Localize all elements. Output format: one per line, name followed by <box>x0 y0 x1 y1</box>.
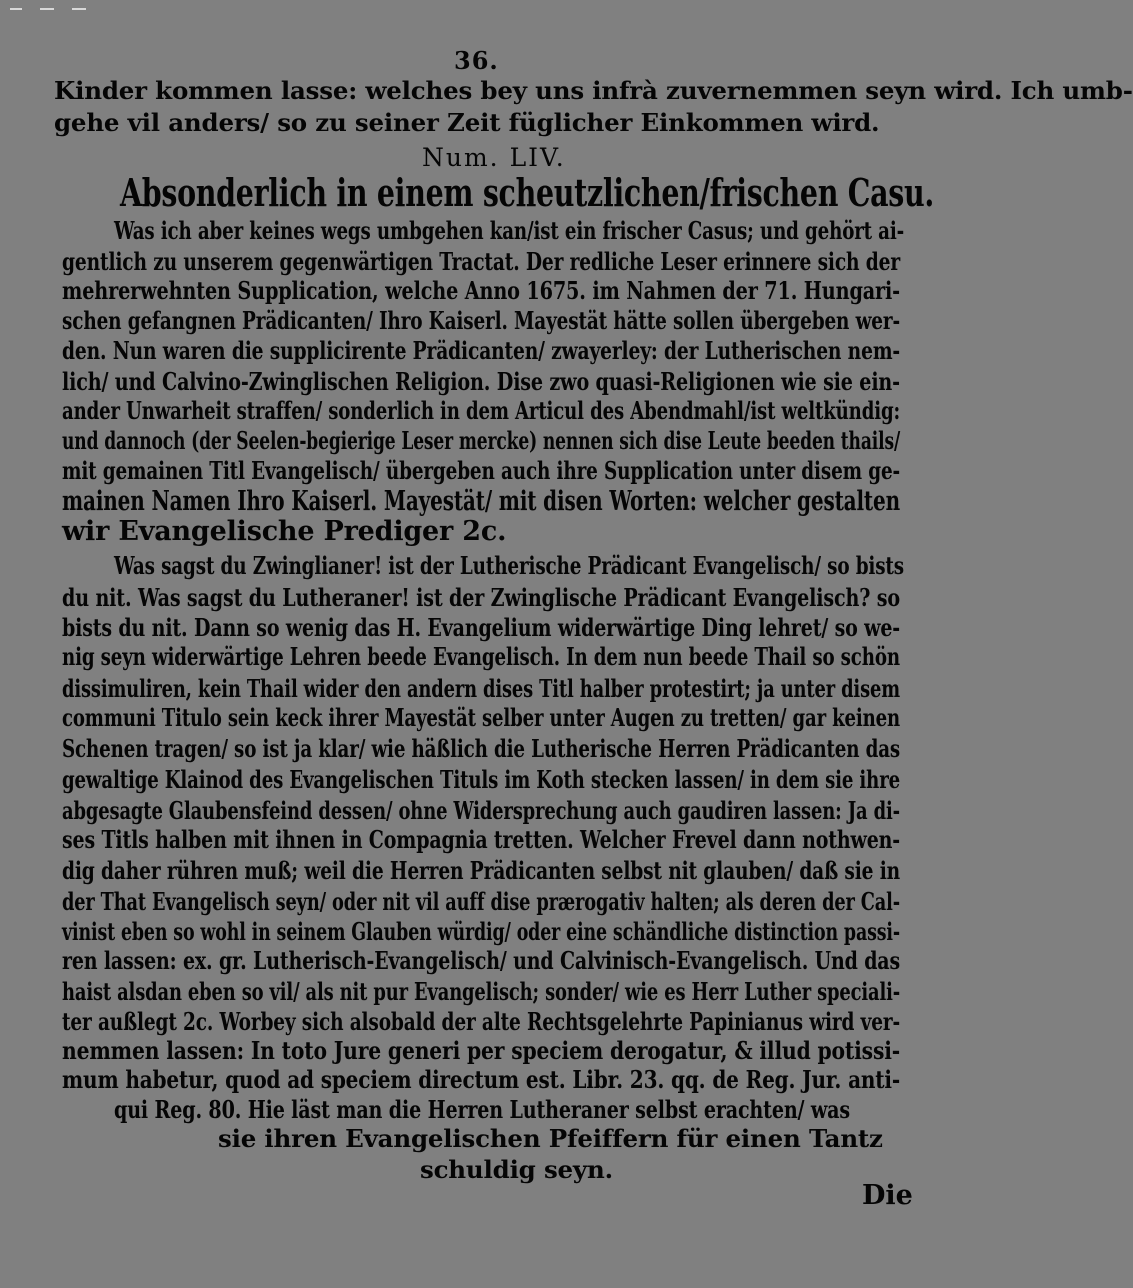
body-line: mainen Namen Ihro Kaiserl. Mayestät/ mit disen Worten: welcher gestalten <box>62 486 900 517</box>
body-line: ses Titls halben mit ihnen in Compagnia tretten. Welcher Frevel dann nothwen- <box>62 825 901 854</box>
scan-edge-mark <box>40 8 54 10</box>
body-line: qui Reg. 80. Hie läst man die Herren Lutheraner selbst erachten/ was <box>114 1095 850 1124</box>
body-line: mum habetur, quod ad speciem directum est. Libr. 23. qq. de Reg. Jur. anti- <box>62 1065 901 1094</box>
section-number: Num. LIV. <box>422 143 566 172</box>
top-line-1: Kinder kommen lasse: welches bey uns infrà zuvernemmen seyn wird. Ich umb- <box>54 76 1133 105</box>
body-line: dissimuliren, kein Thail wider den andern dises Titl halber protestirt; ja unter disem <box>62 674 900 703</box>
body-line: gentlich zu unserem gegenwärtigen Tractat. Der redliche Leser erinnere sich der <box>62 247 901 276</box>
body-line: ter außlegt 2c. Worbey sich alsobald der alte Rechtsgelehrte Papinianus wird ver- <box>62 1007 901 1036</box>
body-line: sie ihren Evangelischen Pfeiffern für einen Tantz <box>218 1124 883 1153</box>
body-line: ren lassen: ex. gr. Lutherisch-Evangelisch/ und Calvinisch-Evangelisch. Und das <box>62 946 900 975</box>
body-line: Schenen tragen/ so ist ja klar/ wie häßlich die Lutherische Herren Prädicanten das <box>62 734 901 763</box>
body-line: Was ich aber keines wegs umbgehen kan/ist ein frischer Casus; und gehört ai- <box>114 216 905 245</box>
body-line: ander Unwarheit straffen/ sonderlich in dem Articul des Abendmahl/ist weltkündig: <box>62 396 901 425</box>
body-line: den. Nun waren die supplicirente Prädicanten/ zwayerley: der Lutherischen nem- <box>62 336 901 365</box>
body-line: mit gemainen Titl Evangelisch/ übergeben auch ihre Supplication unter disem ge- <box>62 456 900 485</box>
body-line: nig seyn widerwärtige Lehren beede Evangelisch. In dem nun beede Thail so schön <box>62 642 900 671</box>
body-line: dig daher rühren muß; weil die Herren Prädicanten selbst nit glauben/ daß sie in <box>62 856 901 885</box>
body-line: gewaltige Klainod des Evangelischen Tituls im Koth stecken lassen/ in dem sie ihre <box>62 765 900 794</box>
body-line: communi Titulo sein keck ihrer Mayestät selber unter Augen zu tretten/ gar keinen <box>62 703 901 732</box>
section-heading: Absonderlich in einem scheutzlichen/frischen Casu. <box>120 170 934 215</box>
body-line: schen gefangnen Prädicanten/ Ihro Kaiserl. Mayestät hätte sollen übergeben wer- <box>62 306 900 335</box>
body-line: wir Evangelische Prediger 2c. <box>62 516 507 547</box>
catchword: Die <box>862 1180 913 1211</box>
body-line: lich/ und Calvino-Zwinglischen Religion. Dise zwo quasi-Religionen wie sie ein- <box>62 367 900 396</box>
body-line: vinist eben so wohl in seinem Glauben würdig/ oder eine schändliche distinction passi- <box>62 917 901 946</box>
top-line-2: gehe vil anders/ so zu seiner Zeit füglicher Einkommen wird. <box>54 108 880 137</box>
body-line: der That Evangelisch seyn/ oder nit vil auff dise prærogativ halten; als deren der Cal- <box>62 887 900 916</box>
body-line: haist alsdan eben so vil/ als nit pur Evangelisch; sonder/ wie es Herr Luther speciali- <box>62 977 901 1006</box>
body-line: mehrerwehnten Supplication, welche Anno 1675. im Nahmen der 71. Hungari- <box>62 276 901 305</box>
body-line: nemmen lassen: In toto Jure generi per speciem derogatur, & illud potissi- <box>62 1036 901 1065</box>
body-line: und dannoch (der Seelen-begierige Leser mercke) nennen sich dise Leute beeden thails/ <box>62 426 901 455</box>
body-line: bists du nit. Dann so wenig das H. Evangelium widerwärtige Ding lehret/ so we- <box>62 613 901 642</box>
body-line: Was sagst du Zwinglianer! ist der Lutherische Prädicant Evangelisch/ so bists <box>114 551 904 580</box>
body-line: abgesagte Glaubensfeind dessen/ ohne Widersprechung auch gaudiren lassen: Ja di- <box>62 796 900 825</box>
scan-edge-mark <box>10 8 22 10</box>
page-number: 36. <box>454 46 499 75</box>
body-line: du nit. Was sagst du Lutheraner! ist der Zwinglische Prädicant Evangelisch? so <box>62 583 900 612</box>
scan-edge-mark <box>72 8 86 10</box>
body-line: schuldig seyn. <box>420 1155 613 1184</box>
